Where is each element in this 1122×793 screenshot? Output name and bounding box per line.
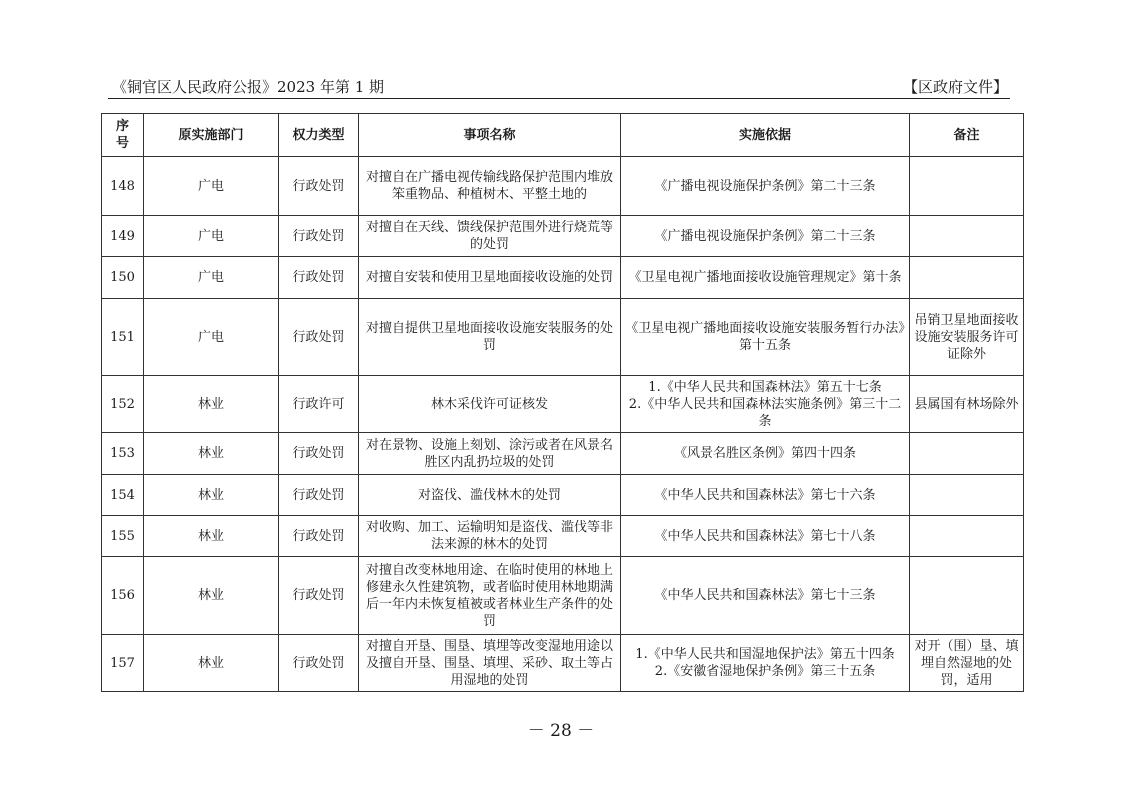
cell-dept: 林业 xyxy=(144,376,279,433)
basis-line: 《广播电视设施保护条例》第二十三条 xyxy=(654,228,876,244)
cell-dept: 林业 xyxy=(144,433,279,475)
cell-dept: 林业 xyxy=(144,635,279,692)
cell-note xyxy=(910,157,1024,216)
cell-basis xyxy=(621,299,910,376)
cell-seq: 151 xyxy=(102,299,144,376)
table-row xyxy=(102,299,1024,376)
cell-basis xyxy=(621,376,910,433)
cell-basis xyxy=(621,635,910,692)
basis-line: 《中华人民共和国森林法》第七十八条 xyxy=(654,528,876,544)
cell-seq: 157 xyxy=(102,635,144,692)
header-note: 备注 xyxy=(910,114,1024,157)
header-dept: 原实施部门 xyxy=(144,114,279,157)
cell-note: 吊销卫星地面接收设施安装服务许可证除外 xyxy=(910,299,1024,376)
cell-type: 行政处罚 xyxy=(279,516,359,557)
basis-line: 《风景名胜区条例》第四十四条 xyxy=(673,446,856,461)
cell-note xyxy=(910,257,1024,299)
table-row xyxy=(102,475,1024,516)
cell-seq: 154 xyxy=(102,475,144,516)
table-row xyxy=(102,157,1024,216)
cell-dept: 林业 xyxy=(144,475,279,516)
cell-item: 对擅自开垦、围垦、填埋等改变湿地用途以及擅自开垦、围垦、填埋、采砂、取土等占用湿地的处罚 xyxy=(359,635,621,692)
cell-item: 对擅自改变林地用途、在临时使用的林地上修建永久性建筑物，或者临时使用林地期满后一年内未恢复植被或者林业生产条件的处罚 xyxy=(359,557,621,635)
cell-basis xyxy=(621,557,910,635)
section-label: 【区政府文件】 xyxy=(902,78,1008,96)
cell-seq: 148 xyxy=(102,157,144,216)
table-row xyxy=(102,376,1024,433)
cell-basis xyxy=(621,516,910,557)
table-row xyxy=(102,257,1024,299)
cell-type: 行政处罚 xyxy=(279,475,359,516)
cell-basis xyxy=(621,475,910,516)
power-list-table xyxy=(101,113,1024,692)
cell-note xyxy=(910,433,1024,475)
cell-type: 行政处罚 xyxy=(279,257,359,299)
cell-dept: 广电 xyxy=(144,216,279,257)
basis-line: 《中华人民共和国森林法》第七十六条 xyxy=(654,487,876,503)
table-header-row xyxy=(102,114,1024,157)
cell-basis xyxy=(621,216,910,257)
cell-seq: 153 xyxy=(102,433,144,475)
cell-item: 对擅自在天线、馈线保护范围外进行烧荒等的处罚 xyxy=(359,216,621,257)
cell-dept: 林业 xyxy=(144,516,279,557)
cell-item: 对擅自在广播电视传输线路保护范围内堆放笨重物品、种植树木、平整土地的 xyxy=(359,157,621,216)
cell-seq: 156 xyxy=(102,557,144,635)
cell-dept: 广电 xyxy=(144,257,279,299)
cell-item: 对擅自提供卫星地面接收设施安装服务的处罚 xyxy=(359,299,621,376)
cell-type: 行政许可 xyxy=(279,376,359,433)
basis-line: 《广播电视设施保护条例》第二十三条 xyxy=(654,178,876,194)
cell-type: 行政处罚 xyxy=(279,557,359,635)
basis-line: 1.《中华人民共和国森林法》第五十七条 xyxy=(648,379,882,395)
cell-item: 对收购、加工、运输明知是盗伐、滥伐等非法来源的林木的处罚 xyxy=(359,516,621,557)
cell-note: 对开（围）垦、填埋自然湿地的处罚，适用 xyxy=(910,635,1024,692)
basis-line: 2.《中华人民共和国森林法实施条例》第三十二条 xyxy=(628,396,902,429)
cell-item: 对擅自安装和使用卫星地面接收设施的处罚 xyxy=(359,257,621,299)
cell-type: 行政处罚 xyxy=(279,157,359,216)
cell-basis xyxy=(621,433,910,475)
cell-note xyxy=(910,216,1024,257)
table-row xyxy=(102,557,1024,635)
cell-dept: 广电 xyxy=(144,157,279,216)
cell-seq: 152 xyxy=(102,376,144,433)
page-number: － 28 － xyxy=(527,721,595,741)
basis-line: 《中华人民共和国森林法》第七十三条 xyxy=(654,588,876,603)
page-header xyxy=(108,76,1010,99)
basis-line: 《卫星电视广播地面接收设施安装服务暂行办法》第十五条 xyxy=(625,321,905,353)
cell-basis xyxy=(621,157,910,216)
cell-dept: 广电 xyxy=(144,299,279,376)
header-basis: 实施依据 xyxy=(621,114,910,157)
header-type: 权力类型 xyxy=(279,114,359,157)
table-row xyxy=(102,516,1024,557)
cell-item: 林木采伐许可证核发 xyxy=(359,376,621,433)
cell-seq: 149 xyxy=(102,216,144,257)
cell-note xyxy=(910,557,1024,635)
gazette-title: 《铜官区人民政府公报》2023 年第 1 期 xyxy=(112,78,385,96)
cell-note: 县属国有林场除外 xyxy=(910,376,1024,433)
cell-seq: 150 xyxy=(102,257,144,299)
cell-seq: 155 xyxy=(102,516,144,557)
basis-line: 2.《安徽省湿地保护条例》第三十五条 xyxy=(654,664,876,679)
cell-basis xyxy=(621,257,910,299)
cell-dept: 林业 xyxy=(144,557,279,635)
cell-type: 行政处罚 xyxy=(279,299,359,376)
basis-line: 《卫星电视广播地面接收设施管理规定》第十条 xyxy=(628,270,902,285)
cell-type: 行政处罚 xyxy=(279,635,359,692)
basis-line: 1.《中华人民共和国湿地保护法》第五十四条 xyxy=(635,647,895,662)
cell-type: 行政处罚 xyxy=(279,216,359,257)
table-row xyxy=(102,433,1024,475)
header-item: 事项名称 xyxy=(359,114,621,157)
cell-item: 对在景物、设施上刻划、涂污或者在风景名胜区内乱扔垃圾的处罚 xyxy=(359,433,621,475)
cell-item: 对盗伐、滥伐林木的处罚 xyxy=(359,475,621,516)
table-row xyxy=(102,635,1024,692)
cell-type: 行政处罚 xyxy=(279,433,359,475)
table-row xyxy=(102,216,1024,257)
cell-note xyxy=(910,516,1024,557)
header-seq: 序号 xyxy=(102,114,144,157)
cell-note xyxy=(910,475,1024,516)
